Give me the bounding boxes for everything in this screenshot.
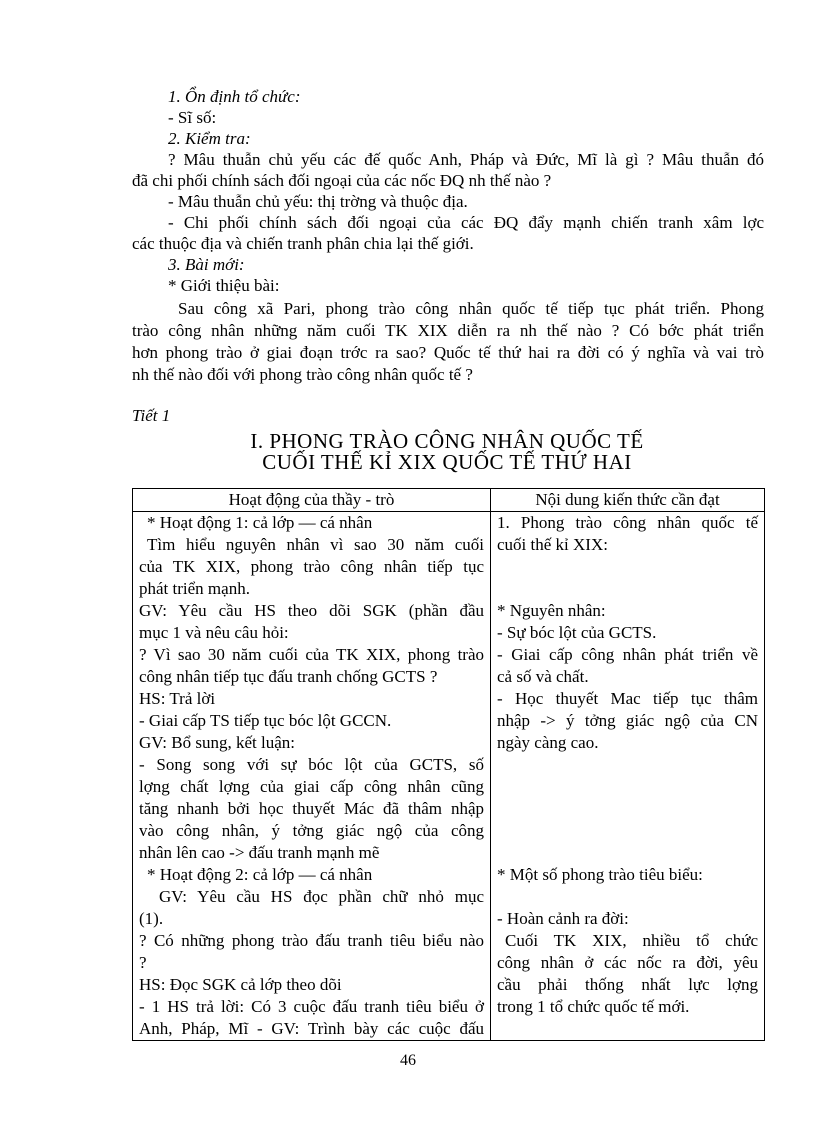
cell-line: Cuối TK XIX, nhiều tổ chức	[505, 931, 758, 950]
cell-line: của TK XIX, phong trào công nhân tiếp tục	[139, 557, 484, 576]
cell-line: trong 1 tổ chức quốc tế mới.	[497, 997, 690, 1016]
cell-line	[497, 842, 758, 864]
lesson-table	[132, 488, 765, 1041]
cell-line: - Giai cấp công nhân phát triển về	[497, 645, 758, 664]
intro-line-1: Sau công xã Pari, phong trào công nhân quốc tế tiếp tục phát triển. Phong	[178, 299, 764, 318]
col-header-content: Nội dung kiến thức cần đạt	[491, 489, 765, 512]
cell-line: nhập -> ý tởng giác ngộ của CN	[497, 711, 758, 730]
cell-line: - Giai cấp TS tiếp tục bóc lột GCCN.	[139, 711, 392, 730]
cell-line: cầu phải thống nhất lực lợng	[497, 975, 758, 994]
question-line-1: ? Mâu thuẫn chủ yếu các đế quốc Anh, Pháp và Đức, Mĩ là gì ? Mâu thuẫn đó	[168, 150, 764, 169]
intro-label: * Giới thiệu bài:	[168, 276, 280, 295]
activities-cell	[133, 512, 491, 1041]
cell-line: mục 1 và nêu câu hỏi:	[139, 623, 289, 642]
cell-line: GV: Yêu cầu HS theo dõi SGK (phần đầu	[139, 601, 484, 620]
cell-line: * Hoạt động 1: cả lớp — cá nhân	[147, 513, 373, 532]
cell-line: ngày càng cao.	[497, 733, 599, 752]
intro-line-4: nh thế nào đối với phong trào công nhân quốc tế ?	[132, 365, 473, 384]
cell-line	[497, 776, 758, 798]
col-header-activities: Hoạt động của thầy - trò	[133, 489, 491, 512]
cell-line: tăng nhanh bởi học thuyết Mác đã thâm nhập	[139, 799, 484, 818]
answer-2-line-1: - Chi phối chính sách đối ngoại của các ĐQ đẩy mạnh chiến tranh xâm lợc	[168, 213, 764, 232]
cell-line: - Học thuyết Mac tiếp tục thâm	[497, 689, 758, 708]
cell-line: * Nguyên nhân:	[497, 601, 606, 620]
cell-line	[497, 820, 758, 842]
question-line-2: đã chi phối chính sách đối ngoại của các nốc ĐQ nh thế nào ?	[132, 171, 552, 190]
section1-heading: 1. Ổn định tổ chức:	[168, 87, 301, 106]
cell-line: lợng chất lợng của giai cấp công nhân cũng	[139, 777, 484, 796]
cell-line	[497, 1018, 758, 1040]
cell-line: GV: Yêu cầu HS đọc phần chữ nhỏ mục	[159, 887, 484, 906]
cell-line: 1. Phong trào công nhân quốc tế	[497, 513, 758, 532]
cell-line: - Hoàn cảnh ra đời:	[497, 909, 629, 928]
cell-line: công nhân ở các nốc ra đời, yêu	[497, 953, 758, 972]
page-number: 46	[400, 1052, 416, 1069]
table-row	[133, 512, 765, 1041]
cell-line: - Sự bóc lột của GCTS.	[497, 623, 657, 642]
table-header-row	[133, 489, 765, 512]
cell-line: (1).	[139, 909, 164, 928]
cell-line: GV: Bổ sung, kết luận:	[139, 733, 295, 752]
section3-heading: 3. Bài mới:	[168, 255, 245, 274]
cell-line: * Một số phong trào tiêu biểu:	[497, 865, 703, 884]
cell-line	[497, 798, 758, 820]
cell-line: HS: Đọc SGK cả lớp theo dõi	[139, 975, 342, 994]
section2-heading: 2. Kiểm tra:	[168, 129, 251, 148]
cell-line	[497, 754, 758, 776]
content-cell	[491, 512, 765, 1041]
cell-line: ?	[139, 953, 147, 972]
cell-line: HS: Trả lời	[139, 689, 216, 708]
answer-1: - Mâu thuẫn chủ yếu: thị trờng và thuộc địa.	[168, 192, 468, 211]
cell-line: ? Có những phong trào đấu tranh tiêu biểu nào	[139, 931, 484, 950]
lesson-label: Tiết 1	[132, 406, 171, 425]
cell-line	[497, 578, 758, 600]
cell-line: - Song song với sự bóc lột của GCTS, số	[139, 755, 484, 774]
cell-line: Anh, Pháp, Mĩ - GV: Trình bày các cuộc đấu	[139, 1019, 484, 1038]
intro-line-2: trào công nhân những năm cuối TK XIX diễn ra nh thế nào ? Có bớc phát triển	[132, 321, 764, 340]
cell-line: * Hoạt động 2: cả lớp — cá nhân	[147, 865, 373, 884]
cell-line	[497, 556, 758, 578]
cell-line: Tìm hiểu nguyên nhân vì sao 30 năm cuối	[147, 535, 484, 554]
cell-line: cả số và chất.	[497, 667, 589, 686]
cell-line: cuối thế kỉ XIX:	[497, 535, 608, 554]
cell-line: nhân lên cao -> đấu tranh mạnh mẽ	[139, 843, 380, 862]
intro-line-3: hơn phong trào ở giai đoạn trớc ra sao? Quốc tế thứ hai ra đời có ý nghĩa và vai trò	[132, 343, 764, 362]
answer-2-line-2: các thuộc địa và chiến tranh phân chia lại thế giới.	[132, 234, 474, 253]
section-title-line-2: CUỐI THẾ KỈ XIX QUỐC TẾ THỨ HAI	[262, 450, 632, 474]
cell-line: - 1 HS trả lời: Có 3 cuộc đấu tranh tiêu biểu ở	[139, 997, 484, 1016]
cell-line: phát triển mạnh.	[139, 579, 250, 598]
si-so-line: - Sĩ số:	[168, 108, 217, 127]
section-title-line-1: I. PHONG TRÀO CÔNG NHÂN QUỐC TẾ	[250, 429, 644, 453]
cell-line: công nhân tiếp tục đấu tranh chống GCTS ?	[139, 667, 438, 686]
cell-line	[497, 886, 758, 908]
cell-line: ? Vì sao 30 năm cuối của TK XIX, phong trào	[139, 645, 484, 664]
cell-line: vào công nhân, ý tởng giác ngộ của công	[139, 821, 484, 840]
